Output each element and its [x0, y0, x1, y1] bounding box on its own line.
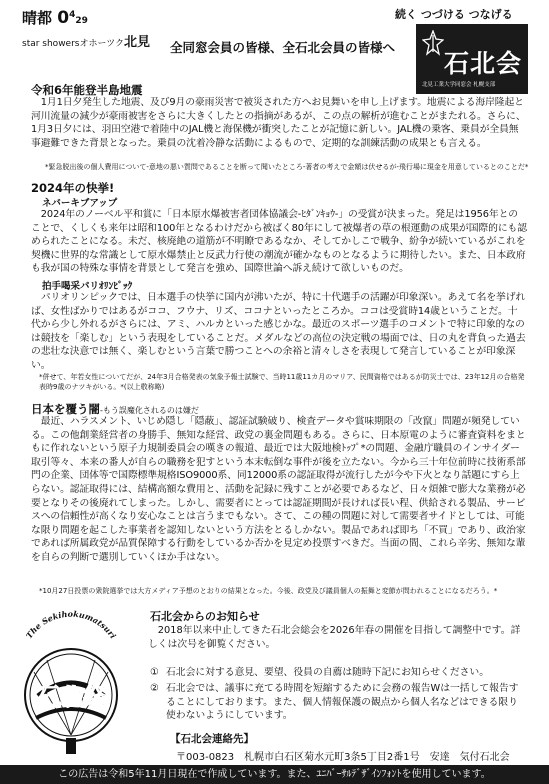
uchiwa-fan-illustration: [12, 600, 130, 755]
slogan: 続く つづける つなげる: [395, 8, 513, 21]
notice-item-text: 石北会では、議事に充てる時間を短縮するために会務の報告Wは一括して報告することにしております。また、個人情報保護の観点から個人名などはできる限り使わないようにしています。: [166, 683, 519, 722]
weather-line: [22, 6, 162, 30]
notice-title: 石北会からのお知らせ: [150, 610, 260, 623]
weather-temp-sub: 29: [75, 16, 88, 26]
logo-text: 石北会: [444, 49, 523, 78]
station-kana: オホーツク: [79, 39, 125, 49]
section3-subtitle: -もう誤魔化されるのは嫌だ: [100, 406, 199, 415]
section3-text: 最近、ハラスメント、いじめ隠し「隠蔽」、認証試験破り、検査データや賞味期限の「改竄」問題が頻発している。この他創業経営者の身勝手、無知な経営、政党の裏金問題もある。さらに、日本原電のように審査資料をまともに作れないという原子力規制委員会の嘆きの報道、最近では大阪地検ﾄｯﾌﾟ*の問題、金融庁職員のインサイダー取引等々、本来の番人が自らの職務を犯すという本末転倒な事件が後を立たない。今から三十年位前時に技術系部門の企業、団体等で国際標準規格ISO9000系、同12000系の認証取得が流行したが今や下火となり話題にすら上らない。認証取得には、結構高額な費用と、活動を記録に残すことが必要であるなど、日々煩雑で膨大な業務が必要となりその後廃れてしまった。しかし、需要者にとっては認証期間が長ければ長い程、供給される製品、サービスへの信頼性が高くなり安心なことは言うまでもない。さて、この種の問題に対して需要者サイドとしては、可能な限り問題を起こした事業者を認知しないという方法をとるしかない。製品であれば即ち「不買」であり、政治家であれば所属政党が品質保障する行動をしているか否かを見定め投票すべきだ。当面の間、これら辛劣、無知な輩を自らの判断で選別していくほか手はない。: [31, 416, 526, 563]
section2a-text: 2024年のノーベル平和賞に「日本原水爆被害者団体協議会-ﾋﾀﾞﾝｷｮｳ-」の受賞が決まった。発足は1956年とのことで、くしくも来年は昭和100年となるわけだから被ばく80年にして被爆者の草の根運動の成果が国際的にも認められたことになる。未だ、核廃絶の道筋が不明瞭であるなか、そしてかしこで戦争、紛争が続いているがこれを契機に世界的な常識として原水爆禁止と反武力行使の潮流が確かなものとなるように期待したい。また、日本政府も我が国の特殊な事情を背景として発言を強め、国際世論へ訴え続けて欲しいものだ。: [31, 209, 527, 275]
section2b-title: 拍手喝采パリｵﾘﾝﾋﾟｯｸ: [42, 281, 133, 292]
section1-text: 1月1日夕発生した地震、及び9月の豪雨災害で被災された方へお見舞いを申し上げます。地震による海岸隆起と河川流量の減少が豪雨被害をさらに大きくしたとの指摘があるが、この点の解析が進むことがまたれる。さらに、1月3日夕には、羽田空港で着陸中のJAL機と海保機が衝突したことが記憶に新しい。JAL機の乗客、乗員が全員無事避難できた背景となった。乗員の沈着冷静な活動によるもので、定期的な訓練活動の成果とも言える。: [31, 97, 526, 149]
station-line: [22, 31, 162, 50]
notice-item-number: ②: [150, 683, 159, 694]
fan-caption: The Sekihokumatsuri: [23, 608, 119, 641]
sekihokukai-logo: [416, 24, 528, 94]
weather-temp: 0: [57, 8, 70, 28]
svg-text:The Sekihokumatsuri: [24, 609, 118, 641]
notice-text: 2018年以来中止してきた石北会総会を2026年春の開催を目指して調整中です。詳しくは次号を御覧ください。: [148, 625, 521, 650]
section3-title-main: 日本を覆う闇: [31, 402, 100, 416]
section2b-text: パリオリンピックでは、日本選手の快挙に国内が沸いたが、特に十代選手の活躍が印象深い。あえて名を挙げれば、女性ばかりではあるがココ、フウナ、リズ、ココナといったところか。ココは受賞時14歳ということだ。十代から少し外れるがさらには、アミ、ハルカといった感じかな。最近のスポーツ選手のコメントで特に印象的なのは競技を「楽しむ」という表現をしていることだ。メダルなどの高位の決定戦の場面では、日の丸を背負った過去の悲壮な決意では無く、楽しむという言葉で勝つことへの余裕と清々しさを表現して発言していることが印象深い。: [31, 292, 526, 371]
notice-item-number: ①: [150, 667, 159, 678]
section3-note: *10月27日投票の衆院選挙では大方メディア予想のとおりの結果となった。今後、政党及び議員個人の振舞と変節が問われることになるだろう。*: [39, 587, 498, 595]
header-weather-block: [22, 6, 162, 50]
weather-temp-sup: 4: [69, 10, 76, 20]
weather-label: 晴都: [22, 9, 53, 27]
section1-note: *緊急脱出後の個人費用について-意地の悪い質問であることを断って聞いたところ-著者の考えで金額は伏せるが-飛行場に現金を用意しているとのことだ*: [45, 163, 529, 171]
station-latin: star showers: [22, 39, 80, 49]
greeting-heading: 全同窓会員の皆様、全石北会員の皆様へ: [170, 40, 396, 55]
logo-subtext: 北見工業大学同窓会 札幌支部: [422, 82, 496, 88]
notice-item-text: 石北会に対する意見、要望、役員の自薦は随時下記にお知らせください。: [166, 667, 490, 678]
section2-title: 2024年の快挙!: [31, 181, 115, 195]
footer-bar: この広告は令和5年11月日現在で作成しています。また、ﾕﾆﾊﾞｰｻﾙﾃﾞｻﾞｲﾝﾌｫﾝﾄを使用しています。: [0, 765, 549, 784]
station-city: 北見: [124, 35, 151, 50]
section2a-title: ネバーキブアップ: [42, 198, 118, 209]
contact-title: 【石北会連絡先】: [170, 733, 254, 745]
emblem-icon: [422, 30, 444, 56]
section1-title: 令和6年能登半島地震: [31, 83, 143, 97]
section2b-note: *併せて、年若女性についてだが、24年3月合格発表の気象予報士試験で、当時11歳11カ月のマリア、民間資格ではあるが防災士では、23年12月の合格発表時9歳のナツキがいる。*(以上敬称略): [39, 373, 525, 391]
contact-address: 〒003-0823 札幌市白石区菊水元町3条5丁目2番1号 安達 気付石北会: [176, 752, 510, 763]
fan-text: 石北祭: [35, 682, 107, 711]
